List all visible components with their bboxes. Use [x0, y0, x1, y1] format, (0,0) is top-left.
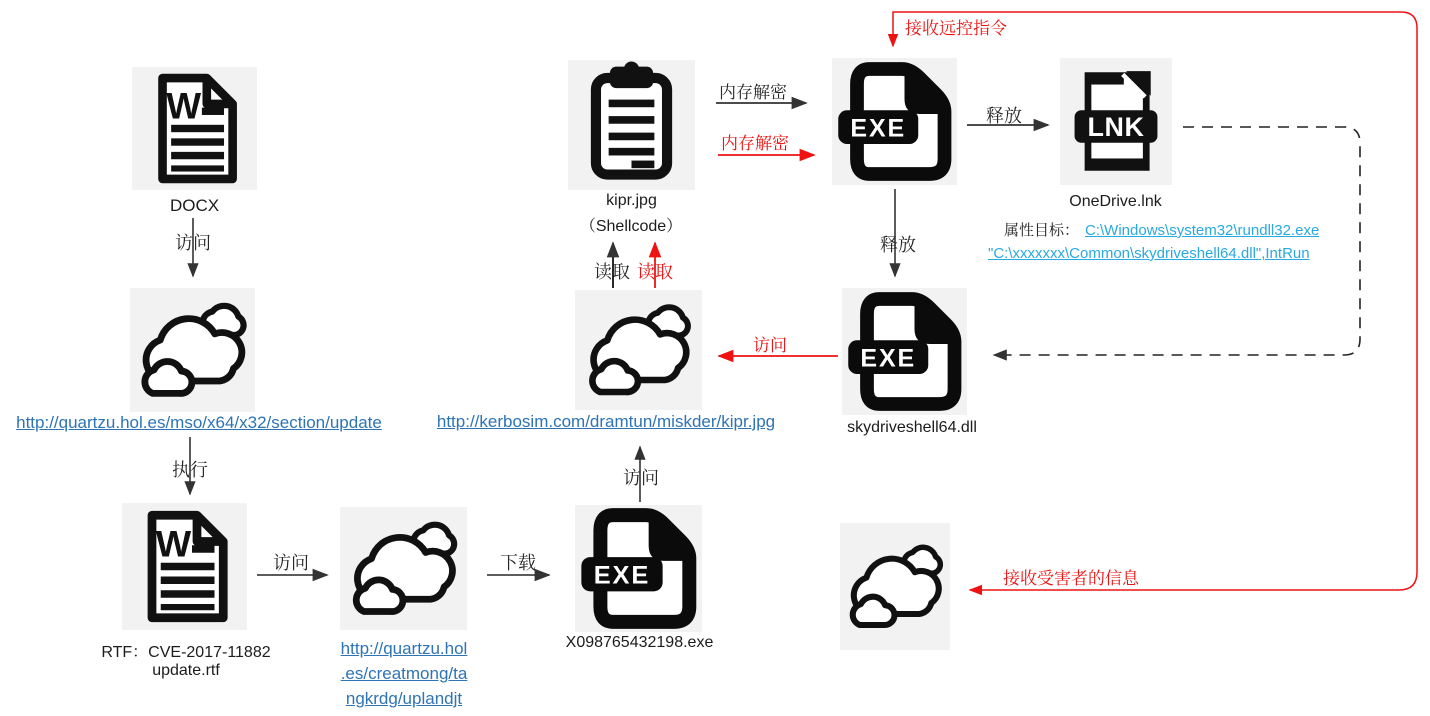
edge-label-memdecrypt-red: 内存解密 [721, 134, 789, 153]
stage2-url-line3[interactable]: ngkrdg/uplandjt [345, 689, 463, 708]
rtf-file-icon [122, 503, 247, 630]
arrow-victim-info [970, 300, 1417, 590]
dll-path-link[interactable]: "C:\xxxxxxx\Common\skydriveshell64.dll",IntRun [988, 245, 1310, 262]
exe-file-icon-memory [832, 58, 957, 185]
arrow-lnk-dashed [994, 127, 1360, 355]
downloader-exe-label: X098765432198.exe [565, 634, 714, 651]
onedrive-lnk-label: OneDrive.lnk [1069, 193, 1162, 210]
exe-icon-text: EXE [850, 114, 907, 143]
edge-label-victim-info: 接收受害者的信息 [1003, 569, 1139, 588]
lnk-attribute-line1 [1004, 219, 1319, 240]
shellcode-label-line1: kipr.jpg [606, 192, 657, 209]
cloud-icon-stage2 [340, 507, 467, 630]
rtf-label-line1: RTF：CVE-2017-11882 [101, 644, 271, 661]
cloud-icon-c2 [840, 523, 950, 650]
shellcode-label-line2: （Shellcode） [579, 218, 683, 235]
exe-icon-text: EXE [593, 561, 651, 590]
exe-icon-text: EXE [860, 344, 917, 373]
edge-label-read-red: 读取 [637, 262, 673, 282]
attribute-target-label: 属性目标： [1004, 222, 1080, 239]
stage1-url-link[interactable] [0, 413, 398, 433]
edge-label-exe-visit: 访问 [623, 468, 659, 488]
payload-url-text[interactable]: http://kerbosim.com/dramtun/miskder/kipr.jpg [436, 412, 776, 431]
edge-label-rtf-visit: 访问 [273, 553, 309, 573]
edge-label-execute: 执行 [172, 460, 208, 480]
rtf-label-line2: update.rtf [152, 662, 220, 679]
edge-label-memdecrypt-black: 内存解密 [719, 83, 787, 102]
lnk-attribute-line2 [988, 245, 1310, 263]
edge-label-read-black: 读取 [594, 262, 630, 282]
clipboard-shellcode-icon [568, 60, 695, 190]
payload-url-link[interactable] [420, 412, 792, 432]
cloud-icon-payload [575, 290, 702, 410]
edge-label-dll-visit: 访问 [753, 336, 787, 355]
edge-label-remote-command: 接收远控指令 [905, 19, 1007, 38]
lnk-file-icon [1060, 58, 1172, 185]
word-letter: W [166, 85, 202, 127]
skydrive-dll-label: skydriveshell64.dll [847, 419, 977, 436]
stage1-url-text[interactable]: http://quartzu.hol.es/mso/x64/x32/section/update [16, 413, 382, 432]
cloud-icon-stage1 [130, 288, 255, 412]
lnk-icon-text: LNK [1087, 112, 1145, 143]
edge-label-release-lnk: 释放 [986, 106, 1022, 126]
stage2-url-line1[interactable]: http://quartzu.hol [340, 639, 468, 658]
edge-label-download: 下载 [500, 553, 536, 573]
rundll32-path-link[interactable]: C:\Windows\system32\rundll32.exe [1085, 222, 1320, 239]
docx-label: DOCX [169, 196, 220, 215]
stage2-url-line2[interactable]: .es/creatmong/ta [340, 664, 468, 683]
docx-file-icon [132, 67, 257, 190]
word-letter: W [155, 522, 192, 565]
exe-file-icon-dll [842, 288, 967, 415]
edge-label-docx-visit: 访问 [175, 233, 211, 253]
edge-label-release-dll: 释放 [880, 235, 916, 255]
exe-file-icon-downloader [575, 505, 702, 632]
